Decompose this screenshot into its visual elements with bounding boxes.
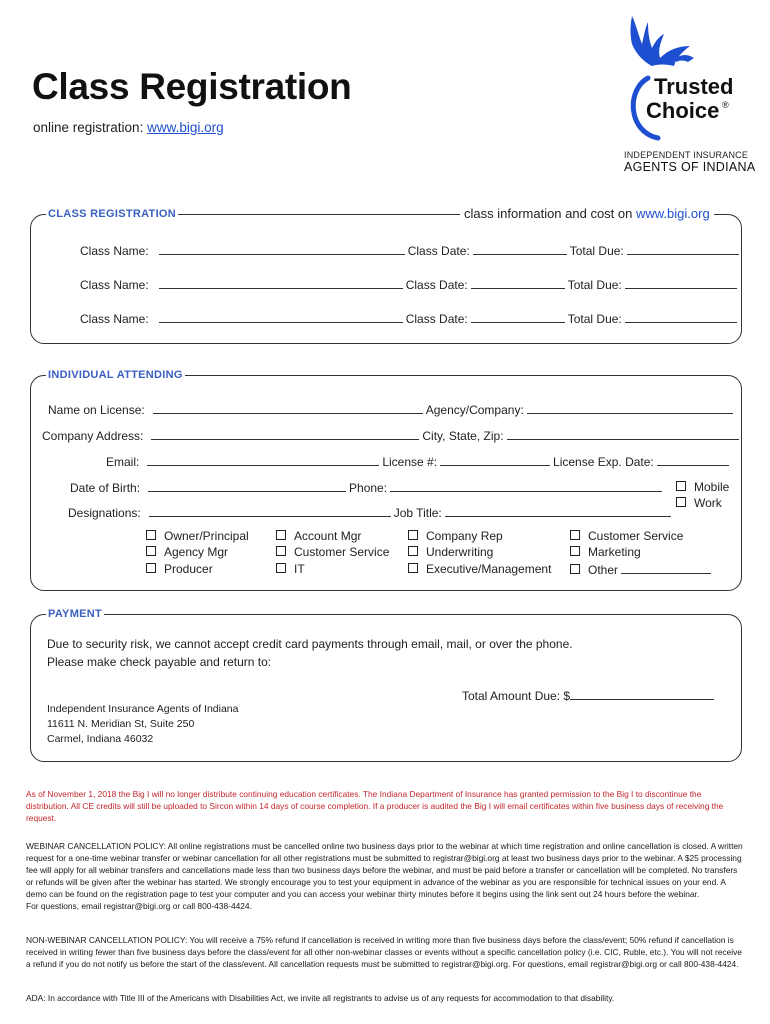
option-label: Agency Mgr — [164, 545, 229, 559]
logo-word-2: Choice — [646, 98, 720, 123]
other-field[interactable] — [621, 562, 711, 574]
class-date-label: Class Date: — [405, 278, 468, 292]
total-due-field[interactable] — [625, 311, 737, 323]
city-state-zip-label: City, State, Zip: — [422, 429, 504, 443]
designations-field[interactable] — [149, 505, 391, 517]
work-checkbox[interactable] — [676, 496, 722, 510]
total-amount-row — [462, 688, 717, 703]
total-due-field[interactable] — [625, 277, 737, 289]
class-info-note — [460, 206, 714, 221]
owner-principal-checkbox[interactable] — [146, 529, 249, 543]
class-date-label: Class Date: — [405, 312, 468, 326]
checkbox-icon[interactable] — [408, 563, 418, 573]
email-field[interactable] — [147, 454, 379, 466]
license-number-label: License #: — [382, 455, 438, 469]
class-info-link[interactable]: www.bigi.org — [635, 206, 710, 221]
class-name-field[interactable] — [159, 277, 403, 289]
checkbox-icon[interactable] — [570, 530, 580, 540]
name-agency-row — [48, 402, 736, 417]
total-amount-label: Total Amount Due: $ — [462, 689, 571, 703]
class-info-prefix: class information and cost on — [464, 206, 636, 221]
option-label: Executive/Management — [426, 562, 552, 576]
website-link[interactable]: www.bigi.org — [147, 120, 224, 135]
license-exp-label: License Exp. Date: — [553, 455, 654, 469]
address-line: Carmel, Indiana 46032 — [47, 733, 154, 745]
license-exp-field[interactable] — [657, 454, 729, 466]
designations-row — [68, 505, 674, 520]
class-row — [80, 243, 742, 258]
ce-certificate-notice: As of November 1, 2018 the Big I will no longer distribute continuing education certificates. The Indiana Department of Insurance has granted permission to the Big I to discontinue the distribution. All CE credits will still be uploaded to Sircon within 14 days of course completion. If a producer is audited the Big I will email certificates within five business days of receiving the request. — [26, 789, 724, 824]
checkbox-icon[interactable] — [676, 497, 686, 507]
work-label: Work — [694, 496, 722, 510]
job-title-label: Job Title: — [393, 506, 442, 520]
page-title: Class Registration — [32, 66, 352, 107]
checkbox-icon[interactable] — [146, 546, 156, 556]
job-title-field[interactable] — [445, 505, 671, 517]
eagle-icon — [631, 16, 695, 66]
class-date-label: Class Date: — [407, 244, 470, 258]
address-line: 11611 N. Meridian St, Suite 250 — [47, 718, 195, 730]
checkbox-icon[interactable] — [676, 481, 686, 491]
executive-management-checkbox[interactable] — [408, 562, 551, 576]
option-label: Company Rep — [426, 529, 503, 543]
individual-attending-title: INDIVIDUAL ATTENDING — [48, 369, 183, 381]
license-number-field[interactable] — [440, 454, 550, 466]
option-label: Customer Service — [588, 529, 684, 543]
class-row — [80, 277, 740, 292]
checkbox-icon[interactable] — [570, 546, 580, 556]
payment-note-1: Due to security risk, we cannot accept credit card payments through email, mail, or over the phone. — [47, 637, 573, 651]
subtitle-prefix: online registration: — [33, 120, 148, 135]
account-mgr-checkbox[interactable] — [276, 529, 361, 543]
option-label: Producer — [164, 562, 213, 576]
other-checkbox[interactable] — [570, 562, 714, 577]
checkbox-icon[interactable] — [146, 563, 156, 573]
class-registration-title: CLASS REGISTRATION — [48, 208, 177, 220]
agency-company-label: Agency/Company: — [425, 403, 524, 417]
class-date-field[interactable] — [473, 243, 567, 255]
option-label: Owner/Principal — [164, 529, 249, 543]
non-webinar-cancellation-policy: NON-WEBINAR CANCELLATION POLICY: You will receive a 75% refund if cancellation is received in writing more than five business days before the class/event; 50% refund if cancellation is received in writing fewer than five business days before the class/event for all other non-webinar classes or events without a specific cancellation policy (i.e. CIC, Ruble, etc.). You will not receive a refund if you do not notify us before the start of the class/event. All cancellation requests must be submitted to registrar@bigi.org. For questions, email registrar@bigi.org or call 800-438-4424. — [26, 935, 742, 970]
class-name-field[interactable] — [159, 243, 405, 255]
phone-field[interactable] — [390, 480, 662, 492]
total-due-label: Total Due: — [567, 312, 622, 326]
dob-field[interactable] — [148, 480, 346, 492]
checkbox-icon[interactable] — [408, 530, 418, 540]
webinar-cancellation-policy — [26, 840, 744, 913]
checkbox-icon[interactable] — [276, 546, 286, 556]
checkbox-icon[interactable] — [276, 563, 286, 573]
class-date-field[interactable] — [471, 311, 565, 323]
checkbox-icon[interactable] — [408, 546, 418, 556]
class-row — [80, 311, 740, 326]
total-due-label: Total Due: — [567, 278, 622, 292]
class-name-field[interactable] — [159, 311, 403, 323]
option-label: Account Mgr — [294, 529, 362, 543]
email-label: Email: — [106, 455, 140, 469]
it-checkbox[interactable] — [276, 562, 305, 576]
company-address-field[interactable] — [151, 428, 419, 440]
name-on-license-field[interactable] — [153, 402, 423, 414]
logo-subtitle-2: AGENTS OF INDIANA — [624, 160, 756, 174]
option-label: Customer Service — [294, 545, 390, 559]
agency-company-field[interactable] — [527, 402, 733, 414]
dob-label: Date of Birth: — [70, 481, 141, 495]
address-row — [42, 428, 742, 443]
class-date-field[interactable] — [471, 277, 565, 289]
company-address-label: Company Address: — [42, 429, 144, 443]
company-rep-checkbox[interactable] — [408, 529, 503, 543]
class-name-label: Class Name: — [80, 278, 149, 292]
ada-notice: ADA: In accordance with Title III of the Americans with Disabilities Act, we invite all registrants to advise us of any requests for accommodation to that disability. — [26, 993, 615, 1003]
total-due-field[interactable] — [627, 243, 739, 255]
customer-service-2-checkbox[interactable] — [570, 529, 683, 543]
mobile-label: Mobile — [694, 480, 730, 494]
logo-subtitle-1: INDEPENDENT INSURANCE — [624, 150, 749, 160]
address-line: Independent Insurance Agents of Indiana — [47, 703, 239, 715]
payment-note-2: Please make check payable and return to: — [47, 655, 272, 669]
dob-phone-row — [70, 480, 665, 495]
customer-service-checkbox[interactable] — [276, 545, 389, 559]
class-name-label: Class Name: — [80, 312, 149, 326]
checkbox-icon[interactable] — [276, 530, 286, 540]
class-name-label: Class Name: — [80, 244, 149, 258]
logo-word-1: Trusted — [654, 74, 734, 99]
registered-mark: ® — [722, 100, 729, 110]
checkbox-icon[interactable] — [570, 564, 580, 574]
option-label: IT — [294, 562, 305, 576]
payment-title: PAYMENT — [48, 608, 103, 620]
mailing-address — [47, 702, 239, 747]
total-due-label: Total Due: — [569, 244, 624, 258]
option-label: Underwriting — [426, 545, 494, 559]
webinar-questions-text: For questions, email registrar@bigi.org or call 800-438-4424. — [26, 901, 252, 912]
option-label: Marketing — [588, 545, 641, 559]
marketing-checkbox[interactable] — [570, 545, 641, 559]
city-state-zip-field[interactable] — [507, 428, 739, 440]
email-license-row — [106, 454, 732, 469]
mobile-checkbox[interactable] — [676, 480, 729, 494]
option-label: Other — [588, 563, 619, 577]
webinar-policy-text: WEBINAR CANCELLATION POLICY: All online registrations must be cancelled online two business days prior to the webinar at which time registration and online cancellation is closed. A written request for a one-time webinar transfer or webinar cancellation for all other registrations must be submitted to registrar@bigi.org at least two business days prior to the webinar. A $25 processing fee will apply for all webinar transfers and cancellations made less than two business days before the webinar, and must be paid before a transfer or cancellation will be completed. No transfers or refunds will be given after the webinar has started. We strongly encourage you to test your equipment in advance of the webinar as you are responsible for technical issues on your end. A demo can be found on the registration page to test your computer and you can access your webinar thirty minutes before it begins using the link sent out 24 hours before the webinar. — [26, 841, 743, 900]
producer-checkbox[interactable] — [146, 562, 213, 576]
underwriting-checkbox[interactable] — [408, 545, 493, 559]
designations-label: Designations: — [68, 506, 141, 520]
name-on-license-label: Name on License: — [48, 403, 145, 417]
online-registration-line — [33, 120, 224, 135]
checkbox-icon[interactable] — [146, 530, 156, 540]
total-amount-field[interactable] — [570, 688, 714, 700]
agency-mgr-checkbox[interactable] — [146, 545, 228, 559]
phone-label: Phone: — [349, 481, 388, 495]
